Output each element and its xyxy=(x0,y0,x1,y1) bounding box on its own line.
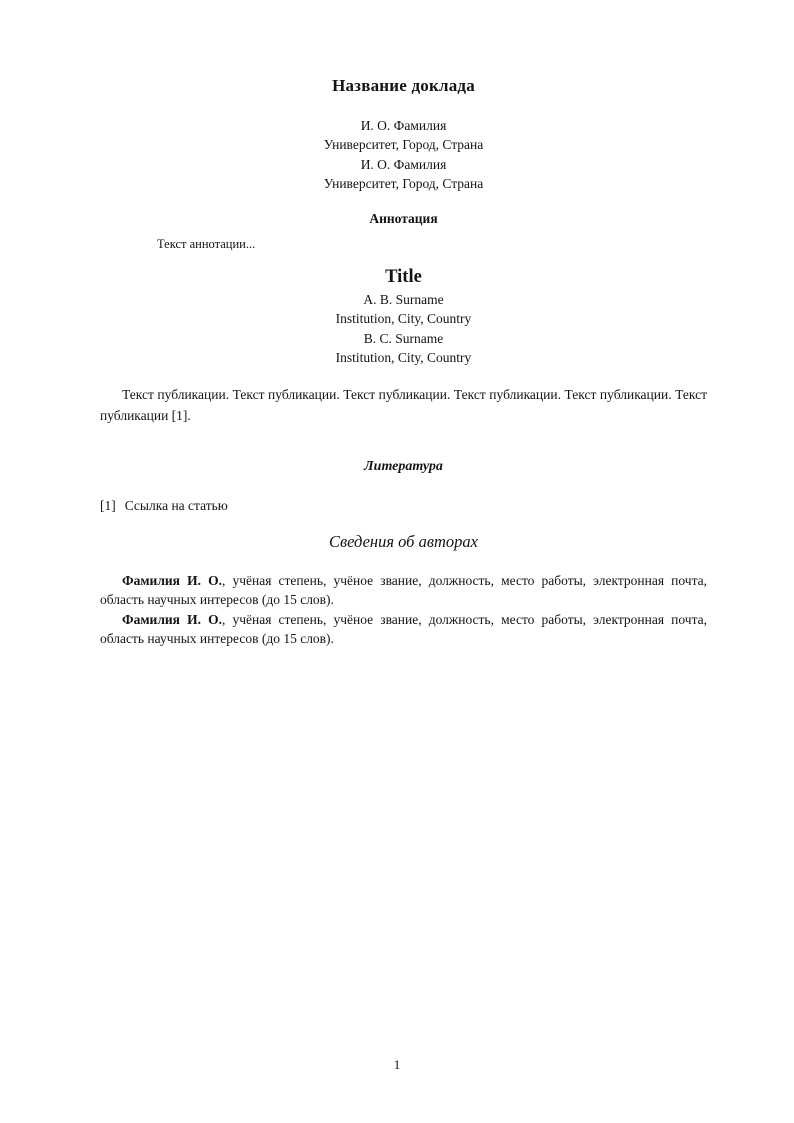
author-info-entry xyxy=(100,610,707,649)
reference-item xyxy=(100,496,707,515)
author-affiliation: Университет, Город, Страна xyxy=(323,137,484,153)
author-affiliation: Institution, City, Country xyxy=(335,350,472,366)
russian-authors-block xyxy=(100,116,707,193)
abstract-heading: Аннотация xyxy=(369,211,438,227)
author-name: И. О. Фамилия xyxy=(360,156,447,172)
author-info-entry xyxy=(100,571,707,610)
english-title: Title xyxy=(385,267,422,288)
author-affiliation: Institution, City, Country xyxy=(335,311,472,327)
publication-text: Текст публикации. Текст публикации. Текст публикации. Текст публикации. Текст публикации. Текст публикации [1]. xyxy=(100,387,707,423)
author-name: B. C. Surname xyxy=(363,330,444,346)
authors-info-heading: Сведения об авторах xyxy=(328,531,479,551)
reference-label: [1] xyxy=(100,498,116,514)
author-info-name: Фамилия И. О. xyxy=(122,572,222,588)
document-content xyxy=(100,0,707,649)
author-info-text: , учёная степень, учёное звание, должность, место работы, электронная почта, область научных интересов (до 15 слов). xyxy=(100,611,708,647)
abstract-text: Текст аннотации... xyxy=(157,237,256,252)
author-info-name: Фамилия И. О. xyxy=(122,611,222,627)
russian-title: Название доклада xyxy=(332,76,475,95)
author-name: И. О. Фамилия xyxy=(360,118,447,133)
english-authors-block xyxy=(100,290,707,367)
references-heading: Литература xyxy=(364,459,443,475)
reference-text: Ссылка на статью xyxy=(124,498,228,514)
page-number: 1 xyxy=(393,1057,401,1072)
author-affiliation: Университет, Город, Страна xyxy=(323,175,484,191)
author-name: A. B. Surname xyxy=(363,292,444,308)
authors-info-block xyxy=(100,571,707,649)
author-info-text: , учёная степень, учёное звание, должность, место работы, электронная почта, область научных интересов (до 15 слов). xyxy=(100,572,708,608)
